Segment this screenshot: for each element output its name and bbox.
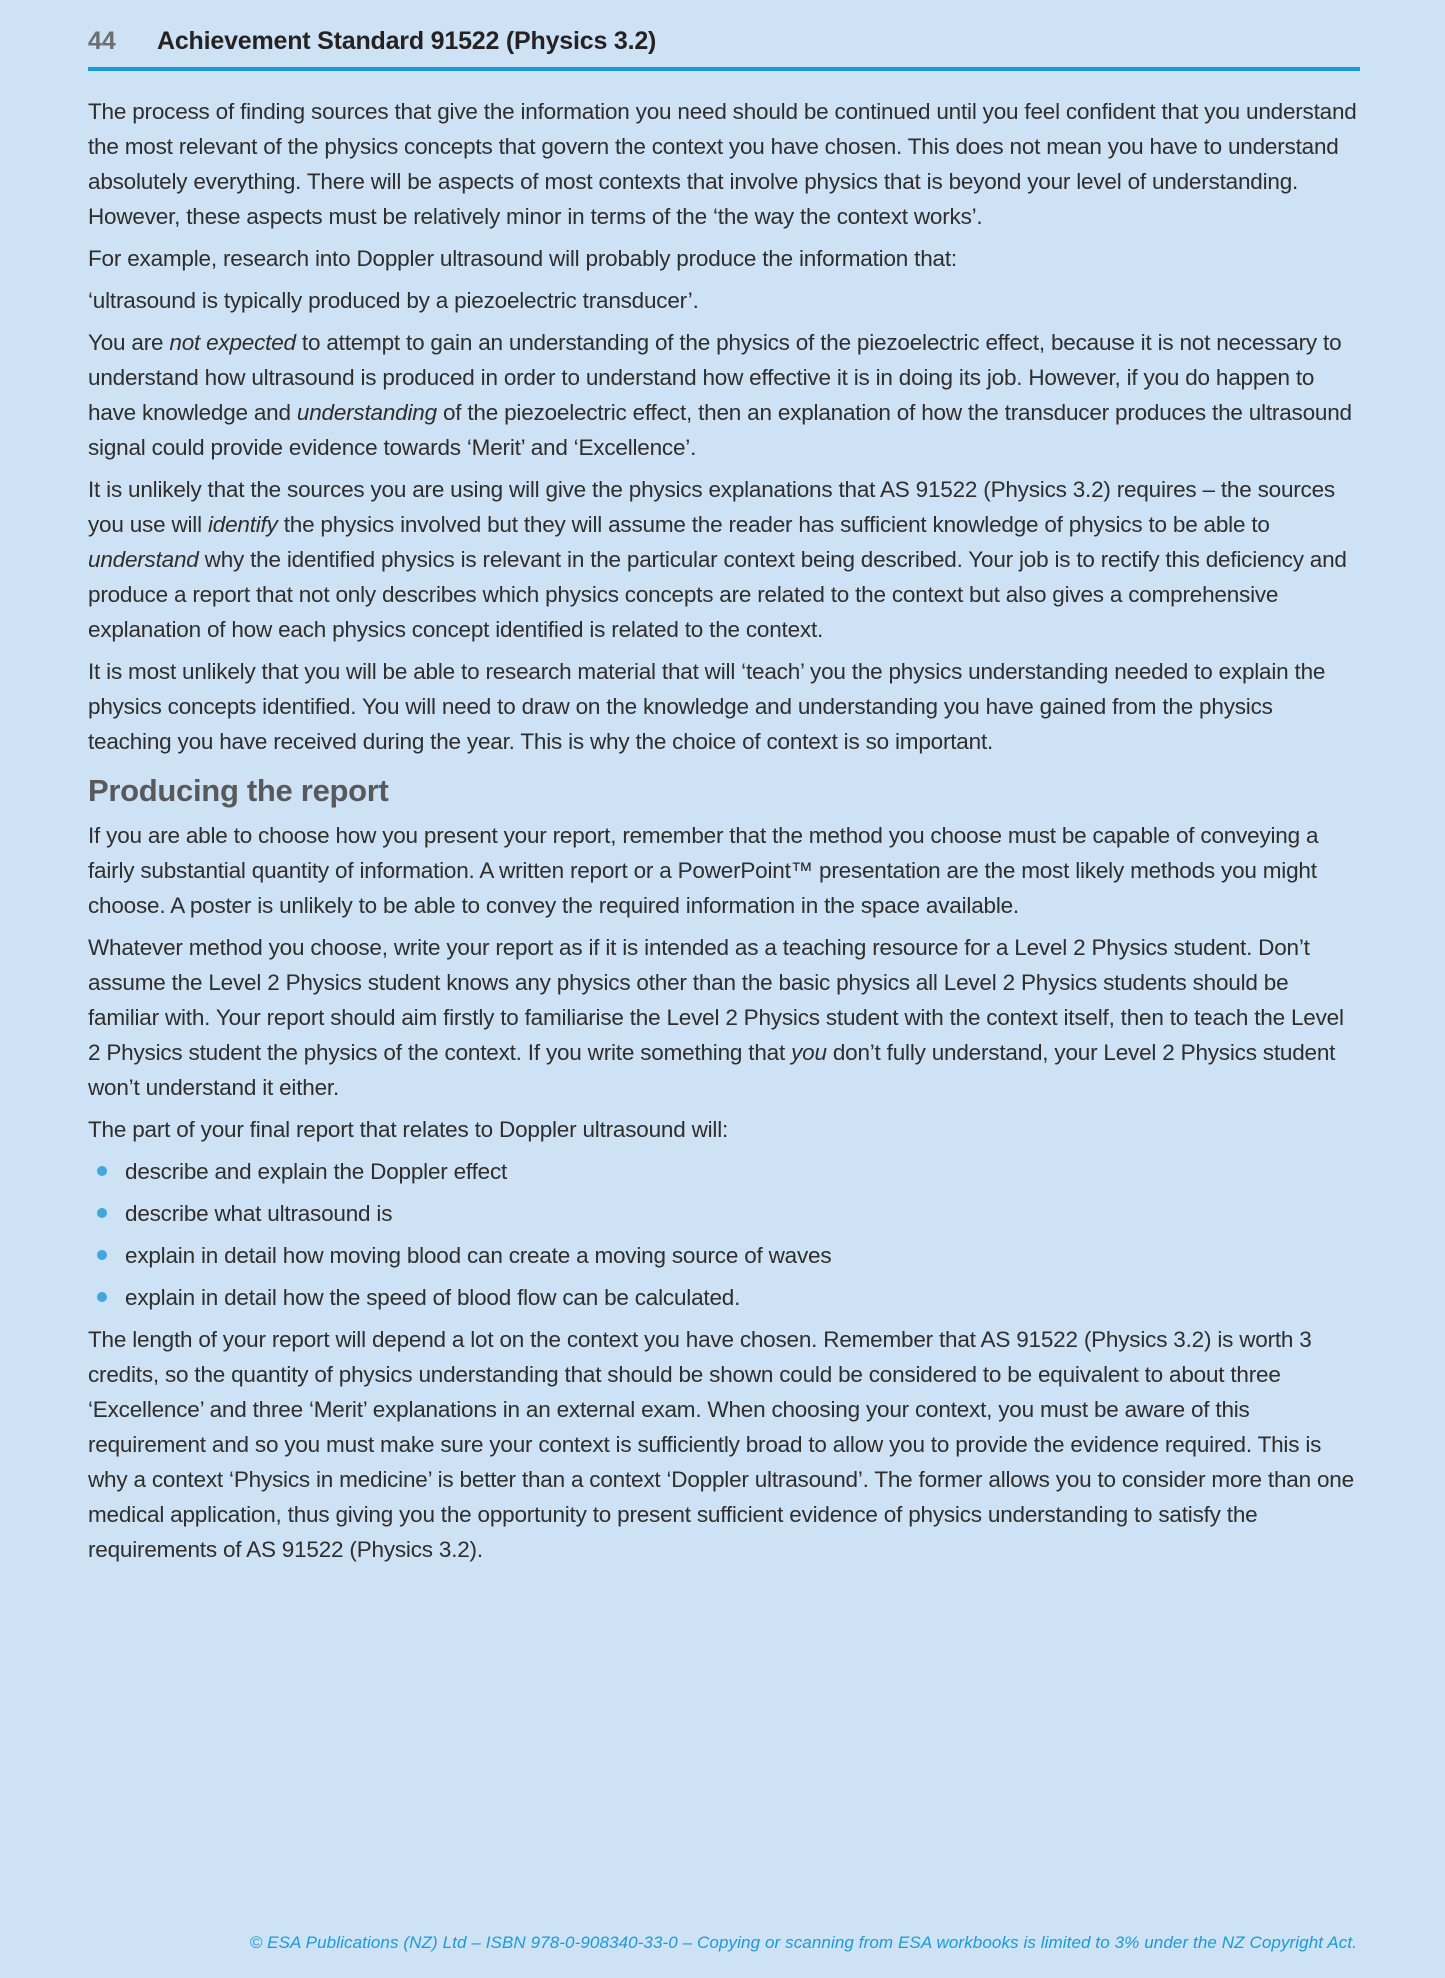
bullet-list	[88, 1154, 1360, 1315]
text-run: Whatever method you choose, write your report as if it is intended as a teaching resource for a Level 2 Physics student. Don’t assume the Level 2 Physics student knows any physics other than the basic physics all Level 2 Physics students should be familiar with. Your report should aim firstly to familiarise the Level 2 Physics student with the context itself, then to teach the Level 2 Physics student the physics of the context. If you write something that	[88, 935, 1344, 1065]
paragraph	[88, 94, 1360, 234]
bullet-text: explain in detail how moving blood can create a moving source of waves	[125, 1243, 832, 1268]
bullet-icon	[97, 1166, 107, 1176]
text-run: For example, research into Doppler ultrasound will probably produce the information that:	[88, 246, 957, 271]
text-run: to attempt to gain an understanding of the physics of the piezoelectric effect, because it is not necessary to understand how ultrasound is produced in order to understand how effective it is in doing its job. However, if you do happen to have knowledge and	[88, 330, 1342, 425]
italic-run: understand	[88, 547, 199, 572]
italic-run: you	[791, 1040, 827, 1065]
bullet-item	[88, 1154, 1360, 1189]
italic-run: not expected	[169, 330, 296, 355]
page-header	[0, 0, 1445, 56]
bullet-text: describe and explain the Doppler effect	[125, 1159, 508, 1184]
footer-copyright: © ESA Publications (NZ) Ltd – ISBN 978-0-908340-33-0 – Copying or scanning from ESA workbooks is limited to 3% under the NZ Copyright Act.	[249, 1933, 1357, 1952]
text-run: The length of your report will depend a lot on the context you have chosen. Remember that AS 91522 (Physics 3.2) is worth 3 credits, so the quantity of physics understanding that should be shown could be considered to be equivalent to about three ‘Excellence’ and three ‘Merit’ explanations in an external exam. When choosing your context, you must be aware of this requirement and so you must make sure your context is sufficiently broad to allow you to provide the evidence required. This is why a context ‘Physics in medicine’ is better than a context ‘Doppler ultrasound’. The former allows you to consider more than one medical application, thus giving you the opportunity to present sufficient evidence of physics understanding to satisfy the requirements of AS 91522 (Physics 3.2).	[88, 1327, 1354, 1562]
italic-run: identify	[207, 512, 278, 537]
italic-run: understanding	[296, 400, 437, 425]
text-run: The process of finding sources that give the information you need should be continued until you feel confident that you understand the most relevant of the physics concepts that govern the context you have chosen. This does not mean you have to understand absolutely everything. There will be aspects of most contexts that involve physics that is beyond your level of understanding. However, these aspects must be relatively minor in terms of the ‘the way the context works’.	[88, 99, 1357, 229]
text-run: why the identified physics is relevant in the particular context being described. Your job is to rectify this deficiency and produce a report that not only describes which physics concepts are related to the context but also gives a comprehensive explanation of how each physics concept identified is related to the context.	[88, 547, 1347, 642]
bullet-icon	[97, 1208, 107, 1218]
paragraph	[88, 654, 1360, 759]
text-run: You are	[88, 330, 170, 355]
text-run: don’t fully understand, your Level 2 Physics student won’t understand it either.	[88, 1040, 1336, 1100]
bullet-text: describe what ultrasound is	[125, 1201, 393, 1226]
paragraph	[88, 930, 1360, 1105]
paragraph	[88, 325, 1360, 465]
bullet-item	[88, 1280, 1360, 1315]
bullet-text: explain in detail how the speed of blood flow can be calculated.	[125, 1285, 741, 1310]
text-run: The part of your final report that relates to Doppler ultrasound will:	[88, 1117, 729, 1142]
text-run: of the piezoelectric effect, then an explanation of how the transducer produces the ultrasound signal could provide evidence towards ‘Merit’ and ‘Excellence’.	[88, 400, 1352, 460]
bullet-icon	[97, 1250, 107, 1260]
paragraph	[88, 241, 1360, 276]
bullet-icon	[97, 1292, 107, 1302]
article	[0, 71, 1445, 1567]
paragraph	[88, 1322, 1360, 1567]
page-title: Achievement Standard 91522 (Physics 3.2)	[157, 27, 657, 55]
text-run: the physics involved but they will assume the reader has sufficient knowledge of physics to be able to	[277, 512, 1270, 537]
paragraph	[88, 818, 1360, 923]
bullet-item	[88, 1238, 1360, 1273]
text-run: It is unlikely that the sources you are using will give the physics explanations that AS 91522 (Physics 3.2) requires – the sources you use will	[88, 477, 1335, 537]
bullet-item	[88, 1196, 1360, 1231]
text-run: ‘ultrasound is typically produced by a piezoelectric transducer’.	[88, 288, 699, 313]
text-run: If you are able to choose how you present your report, remember that the method you choose must be capable of conveying a fairly substantial quantity of information. A written report or a PowerPoint™ presentation are the most likely methods you might choose. A poster is unlikely to be able to convey the required information in the space available.	[88, 823, 1319, 918]
text-run: It is most unlikely that you will be able to research material that will ‘teach’ you the physics understanding needed to explain the physics concepts identified. You will need to draw on the knowledge and understanding you have gained from the physics teaching you have received during the year. This is why the choice of context is so important.	[88, 659, 1326, 754]
page-footer	[88, 1933, 1357, 1953]
page-number: 44	[88, 27, 116, 55]
paragraph	[88, 283, 1360, 318]
paragraph	[88, 472, 1360, 647]
section-heading: Producing the report	[88, 773, 389, 808]
paragraph	[88, 1112, 1360, 1147]
